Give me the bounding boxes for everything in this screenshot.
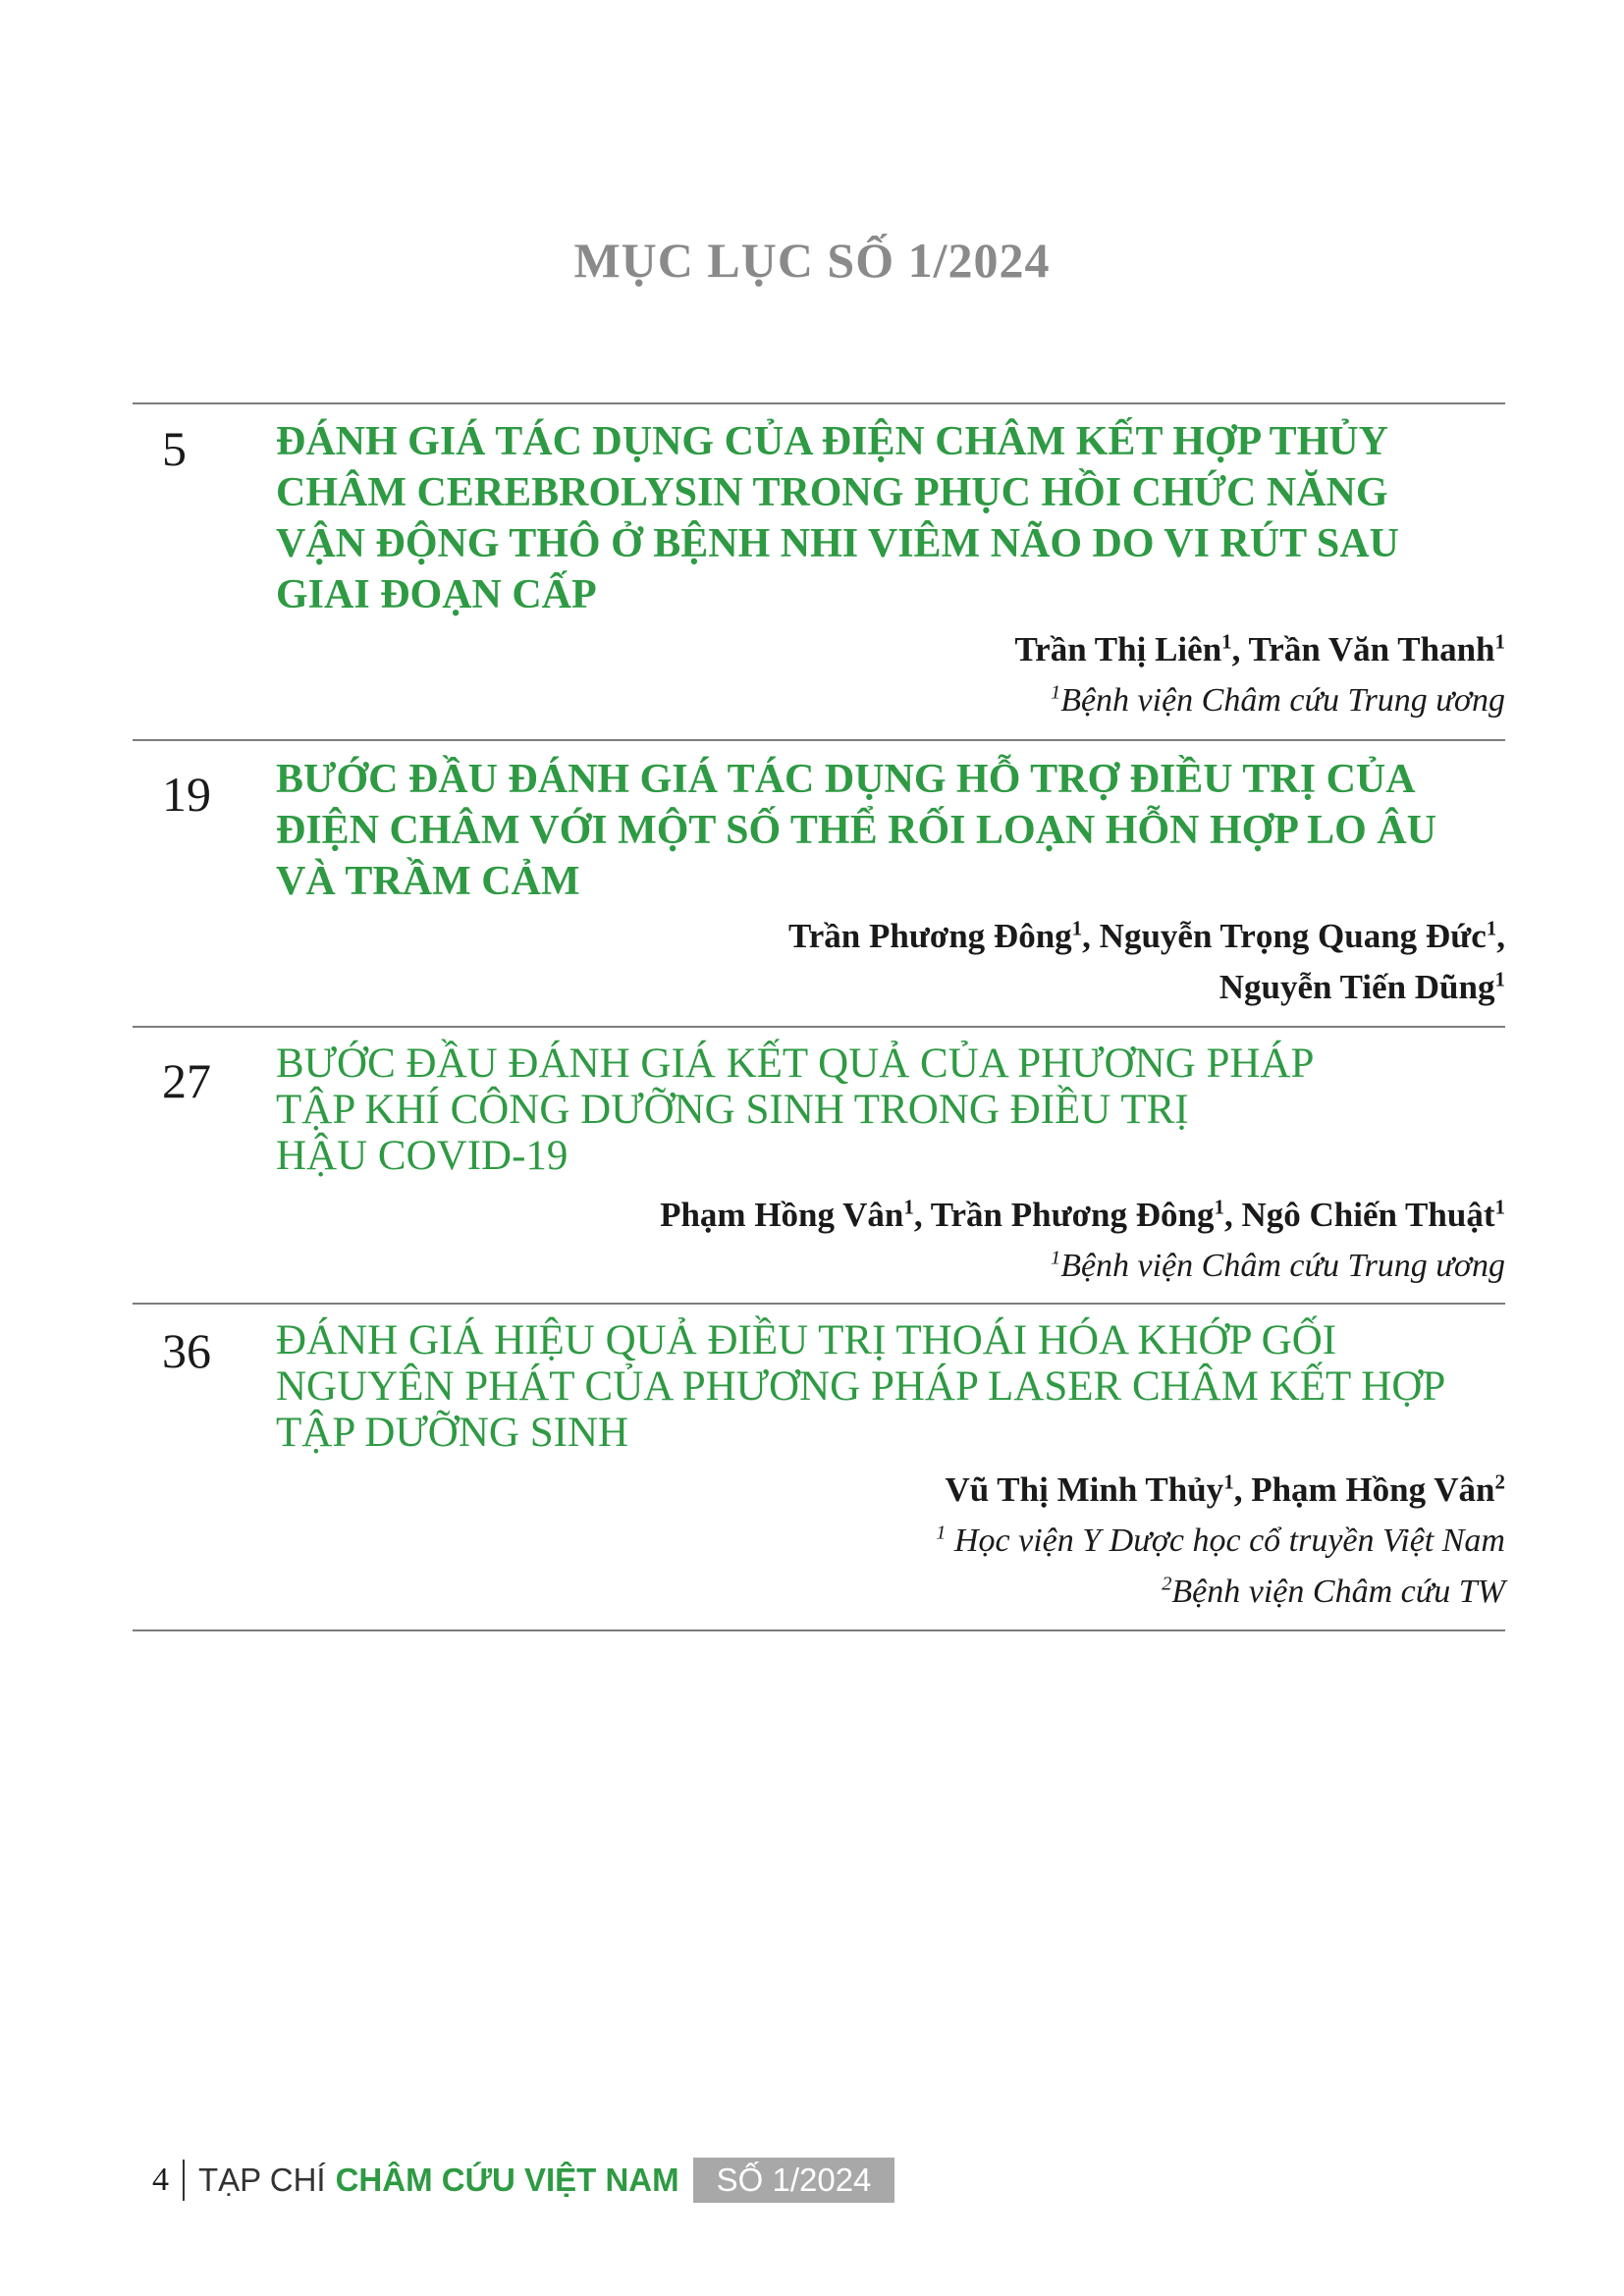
author-sup: 1	[903, 1195, 914, 1219]
entry-authors	[788, 911, 1505, 962]
entry-affiliation	[1051, 1241, 1505, 1292]
author-sep: ,	[1082, 917, 1100, 955]
entry-affiliation	[1051, 675, 1505, 726]
entry-affiliation	[1162, 1567, 1505, 1618]
author-name: Nguyễn Tiến Dũng	[1218, 968, 1495, 1006]
author-sup: 2	[1494, 1469, 1505, 1494]
entry-title-line: GIAI ĐOẠN CẤP	[276, 572, 597, 617]
author-name: Trần Thị Liên	[1014, 630, 1222, 668]
divider	[133, 1629, 1505, 1631]
footer-issue-badge: SỐ 1/2024	[693, 2158, 895, 2203]
entry-title-line: ĐÁNH GIÁ TÁC DỤNG CỦA ĐIỆN CHÂM KẾT HỢP THỦY	[276, 419, 1388, 464]
entry-affiliation	[936, 1516, 1505, 1567]
entry-authors	[660, 1190, 1505, 1241]
divider	[133, 402, 1505, 404]
entry-title[interactable]	[276, 1041, 1505, 1179]
entry-title-line: VÀ TRẦM CẢM	[276, 859, 580, 904]
entry-page-number: 19	[162, 767, 211, 822]
author-sep: ,	[1233, 1470, 1252, 1509]
affil-sup: 1	[1050, 1247, 1061, 1269]
entry-title-line: NGUYÊN PHÁT CỦA PHƯƠNG PHÁP LASER CHÂM KẾT HỢP	[276, 1363, 1446, 1410]
entry-title[interactable]	[276, 1317, 1505, 1456]
entry-title-line: VẬN ĐỘNG THÔ Ở BỆNH NHI VIÊM NÃO DO VI RÚT SAU	[276, 521, 1399, 566]
entry-title-line: BƯỚC ĐẦU ĐÁNH GIÁ TÁC DỤNG HỖ TRỢ ĐIỀU TRỊ CỦA	[276, 757, 1416, 802]
entry-authors-continued	[1219, 962, 1505, 1013]
footer-page-number: 4	[152, 2162, 169, 2198]
author-sup: 1	[1221, 629, 1232, 654]
entry-title-line: TẬP KHÍ CÔNG DƯỠNG SINH TRONG ĐIỀU TRỊ	[276, 1087, 1189, 1133]
affil-sup: 1	[936, 1522, 947, 1544]
page-title: MỤC LỤC SỐ 1/2024	[573, 233, 1051, 288]
entry-page-number: 27	[162, 1053, 211, 1108]
author-name: Phạm Hồng Vân	[1251, 1470, 1495, 1509]
author-sep: ,	[1223, 1196, 1242, 1234]
divider	[133, 739, 1505, 741]
affil-sup: 2	[1162, 1573, 1172, 1595]
author-sup: 1	[1071, 916, 1083, 940]
author-name: Nguyễn Trọng Quang Đức	[1099, 917, 1487, 955]
affil-text: Học viện Y Dược học cổ truyền Việt Nam	[946, 1522, 1505, 1559]
entry-page-number: 5	[162, 421, 187, 476]
entry-title[interactable]	[276, 416, 1505, 620]
author-sup: 1	[1223, 1469, 1234, 1494]
page-footer	[152, 2158, 894, 2203]
author-sup: 1	[1214, 1195, 1224, 1219]
author-sep: ,	[1231, 630, 1249, 668]
entry-title-line: ĐÁNH GIÁ HIỆU QUẢ ĐIỀU TRỊ THOÁI HÓA KHỚP GỐI	[276, 1317, 1337, 1363]
footer-separator	[183, 2160, 185, 2201]
author-name: Vũ Thị Minh Thủy	[945, 1470, 1224, 1509]
entry-authors	[1014, 624, 1505, 675]
author-sup: 1	[1486, 916, 1497, 940]
affil-text: Bệnh viện Châm cứu Trung ương	[1060, 682, 1505, 719]
entry-title-line: TẬP DƯỠNG SINH	[276, 1410, 629, 1456]
divider	[133, 1026, 1505, 1028]
author-sep: ,	[913, 1196, 931, 1234]
author-sup: 1	[1494, 629, 1505, 654]
author-name: Phạm Hồng Vân	[660, 1196, 904, 1234]
author-name: Ngô Chiến Thuật	[1241, 1196, 1495, 1234]
author-sep: ,	[1496, 917, 1505, 955]
author-name: Trần Phương Đông	[930, 1196, 1215, 1234]
entry-authors	[945, 1465, 1505, 1516]
entry-title-line: CHÂM CEREBROLYSIN TRONG PHỤC HỒI CHỨC NĂNG	[276, 470, 1388, 515]
author-sup: 1	[1494, 1195, 1505, 1219]
entry-page-number: 36	[162, 1323, 211, 1378]
footer-journal-prefix: TẠP CHÍ	[198, 2162, 326, 2198]
affil-sup: 1	[1050, 681, 1061, 704]
author-sup: 1	[1494, 967, 1505, 991]
entry-title-line: HẬU COVID-19	[276, 1133, 568, 1179]
entry-title-line: BƯỚC ĐẦU ĐÁNH GIÁ KẾT QUẢ CỦA PHƯƠNG PHÁP	[276, 1041, 1315, 1087]
divider	[133, 1303, 1505, 1305]
entry-title[interactable]	[276, 754, 1505, 907]
affil-text: Bệnh viện Châm cứu TW	[1171, 1574, 1505, 1610]
author-name: Trần Phương Đông	[787, 917, 1072, 955]
author-name: Trần Văn Thanh	[1248, 630, 1495, 668]
footer-journal-name: CHÂM CỨU VIỆT NAM	[335, 2162, 679, 2198]
affil-text: Bệnh viện Châm cứu Trung ương	[1060, 1248, 1505, 1284]
entry-title-line: ĐIỆN CHÂM VỚI MỘT SỐ THỂ RỐI LOẠN HỖN HỢP LO ÂU	[276, 808, 1436, 853]
